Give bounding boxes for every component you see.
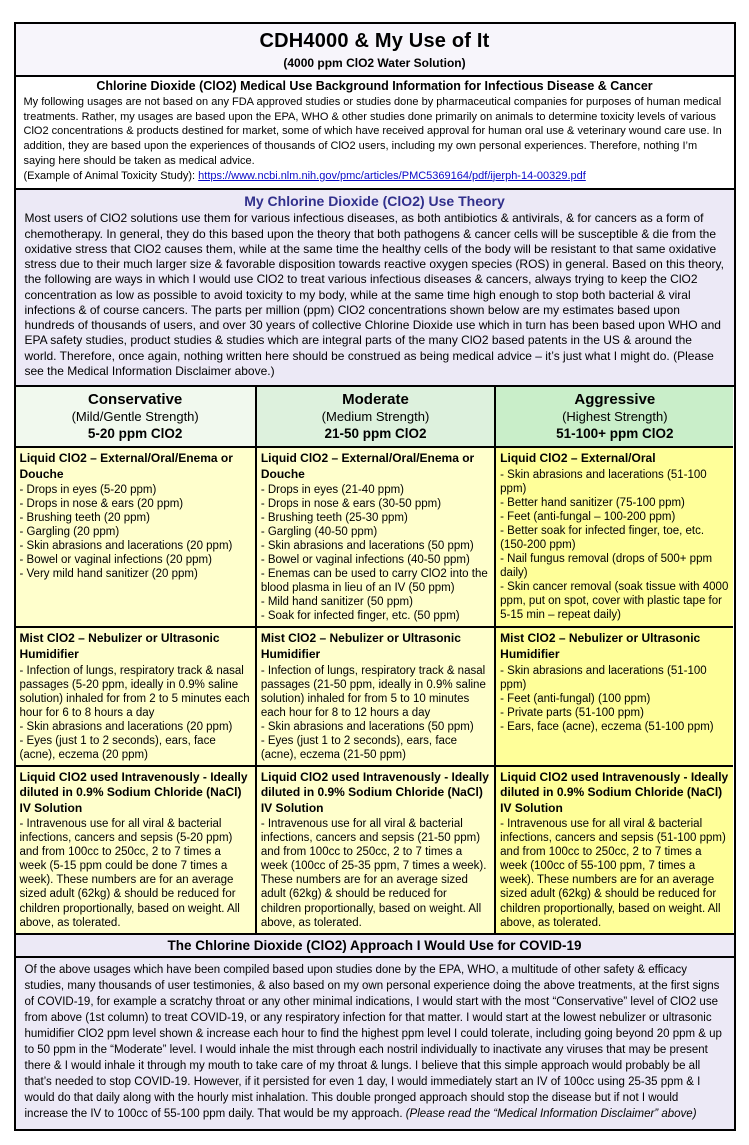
list-item: - Skin abrasions and lacerations (50 ppm): [260, 540, 474, 553]
cell-liquid-aggressive: [494, 446, 733, 626]
cell-item-list: [20, 664, 251, 762]
covid-disclaimer-note: (Please read the “Medical Information Disclaimer” above): [405, 1108, 697, 1121]
covid-heading-row: [16, 933, 734, 956]
cell-heading: Liquid ClO2 – External/Oral/Enema or Douche: [260, 450, 475, 481]
list-item: - Gargling (40-50 ppm): [260, 526, 378, 539]
list-item: - Eyes (just 1 to 2 seconds), ears, face (acne), eczema (21-50 ppm): [260, 734, 458, 761]
cell-iv-conservative: [16, 765, 255, 933]
cell-item-list: [261, 817, 490, 929]
list-item: - Bowel or vaginal infections (20 ppm): [19, 554, 212, 567]
column-strength: (Medium Strength): [321, 408, 430, 424]
cell-item-list: [20, 483, 251, 581]
list-item: - Feet (anti-fungal) (100 ppm): [500, 692, 651, 705]
list-item: - Intravenous use for all viral & bacterial infections, cancers and sepsis (21-50 ppm) and from 100cc to 250cc, 2 to 7 times a week (100cc of 25-35 ppm, 7 times a week). These numbers are for an average sized adult (62kg) & should be reduced for children proportionally, based on weight. All above, as tolerated.: [260, 818, 487, 929]
cell-iv-aggressive: [494, 765, 733, 933]
covid-approach-heading: The Chlorine Dioxide (ClO2) Approach I Would Use for COVID-19: [167, 937, 582, 953]
column-strength: (Mild/Gentle Strength): [71, 408, 199, 424]
header-cell-aggressive: [494, 387, 733, 446]
background-info-body: My following usages are not based on any FDA approved studies or studies done by pharmaceutical companies for purposes of human medical treatments. Rather, my usages are based upon the EPA, WHO & other studies done primarily on animals to determine toxicity levels of various ClO2 concentrations & products destined for market, some of which have received approval for human oral use & veterinary wound care use. In addition, they are based upon the experiences of thousands of ClO2 users, including my own personal experiences. Therefore, nothing I’m saying here should be taken as medical advice.: [23, 96, 722, 167]
strength-table: [16, 385, 734, 933]
list-item: - Drops in eyes (5-20 ppm): [19, 484, 157, 497]
list-item: - Brushing teeth (20 ppm): [19, 512, 150, 525]
cell-heading: Mist ClO2 – Nebulizer or Ultrasonic Humidifier: [19, 631, 220, 661]
column-strength: (Highest Strength): [562, 408, 668, 424]
use-theory-body: Most users of ClO2 solutions use them for various infectious diseases, as both antibiotics & antivirals, & for cancers as a form of chemotherapy. In general, they do this based upon the theory that both pathogens & cancer cells will be susceptible & die from the oxidative stress that ClO2 causes them, while at the same time the healthy cells of the body will be resistant to that same oxidative stress due to their much larger size & favorable disposition towards reactive oxygen species (ROS) in general. Based on this theory, the following are ways in which I would use ClO2 to treat various infectious diseases & cancers, always trying to keep the ClO2 concentration as low as possible to avoid toxicity to my body, while at the same time high enough to stop both bacterial & viral infections & of course cancers. The parts per million (ppm) ClO2 concentrations shown below are my estimates based upon hundreds of thousands of users, and over 30 years of collective Chlorine Dioxide use which in turn has been based upon WHO and EPA safety studies, product studies & studies which are integral parts of the many ClO2 based patents in the US & around the world. Therefore, once again, nothing written here should be construed as being medical advice – it’s just what I might do. (Please see the Medical Information Disclaimer above.): [24, 211, 724, 378]
list-item: - Bowel or vaginal infections (40-50 ppm): [260, 554, 470, 567]
cell-heading: Mist ClO2 – Nebulizer or Ultrasonic Humidifier: [260, 631, 461, 661]
cell-liquid-conservative: [16, 446, 255, 626]
list-item: - Soak for infected finger, etc. (50 ppm): [260, 610, 460, 623]
column-ppm-range: 5-20 ppm ClO2: [87, 425, 183, 441]
list-item: - Brushing teeth (25-30 ppm): [260, 512, 408, 525]
cell-item-list: [261, 483, 490, 623]
use-theory-heading: My Chlorine Dioxide (ClO2) Use Theory: [244, 193, 505, 210]
list-item: - Infection of lungs, respiratory track & nasal passages (21-50 ppm, ideally in 0.9% saline solution) inhaled for from 5 to 10 minutes each hour for 8 to 12 hours a day: [260, 664, 486, 719]
list-item: - Intravenous use for all viral & bacterial infections, cancers and sepsis (5-20 ppm) and from 100cc to 250cc, 2 to 7 times a week (5-15 ppm could be done 7 times a week). These numbers are for an average sized adult (62kg) & should be reduced for children proportionally, based on weight. All above, as tolerated.: [19, 818, 240, 929]
cell-mist-aggressive: [494, 626, 733, 764]
cell-mist-moderate: [255, 626, 494, 764]
list-item: - Skin abrasions and lacerations (20 ppm): [19, 540, 233, 553]
column-ppm-range: 21-50 ppm ClO2: [324, 425, 427, 441]
list-item: - Infection of lungs, respiratory track & nasal passages (5-20 ppm, ideally in 0.9% saline solution) inhaled for from 2 to 5 minutes each hour for 6 to 8 hours a day: [19, 664, 250, 719]
cell-heading: Liquid ClO2 used Intravenously - Ideally diluted in 0.9% Sodium Chloride (NaCl) IV Solution: [19, 769, 248, 815]
background-info-section: [16, 75, 734, 188]
header-cell-moderate: [255, 387, 494, 446]
cell-item-list: [500, 468, 729, 622]
list-item: - Eyes (just 1 to 2 seconds), ears, face (acne), eczema (20 ppm): [19, 734, 216, 761]
list-item: - Mild hand sanitizer (50 ppm): [260, 596, 413, 609]
column-name: Moderate: [342, 390, 409, 408]
cell-heading: Liquid ClO2 – External/Oral/Enema or Douche: [19, 450, 233, 481]
cell-item-list: [261, 664, 490, 762]
column-name: Conservative: [88, 390, 183, 408]
use-theory-section: [16, 188, 734, 385]
cell-heading: Mist ClO2 – Nebulizer or Ultrasonic Humidifier: [500, 631, 701, 661]
cell-mist-conservative: [16, 626, 255, 764]
list-item: - Feet (anti-fungal – 100-200 ppm): [500, 510, 676, 523]
title-block: [16, 24, 734, 75]
list-item: - Skin abrasions and lacerations (50 ppm): [260, 720, 474, 733]
covid-approach-body: [25, 962, 725, 1123]
cell-liquid-moderate: [255, 446, 494, 626]
cell-heading: Liquid ClO2 – External/Oral: [500, 450, 656, 465]
list-item: - Private parts (51-100 ppm): [500, 706, 644, 719]
background-info-heading: Chlorine Dioxide (ClO2) Medical Use Background Information for Infectious Disease & Cancer: [96, 79, 653, 93]
list-item: - Nail fungus removal (drops of 500+ ppm daily): [500, 552, 713, 579]
list-item: - Very mild hand sanitizer (20 ppm): [19, 568, 198, 581]
list-item: - Skin abrasions and lacerations (20 ppm): [19, 720, 233, 733]
cell-iv-moderate: [255, 765, 494, 933]
page-title: CDH4000 & My Use of It: [259, 30, 490, 52]
toxicity-study-link[interactable]: https://www.ncbi.nlm.nih.gov/pmc/articles/PMC5369164/pdf/ijerph-14-00329.pdf: [198, 169, 586, 182]
list-item: - Ears, face (acne), eczema (51-100 ppm): [500, 720, 714, 733]
list-item: - Better soak for infected finger, toe, etc. (150-200 ppm): [500, 524, 705, 551]
list-item: - Better hand sanitizer (75-100 ppm): [500, 496, 685, 509]
covid-body-row: [16, 956, 734, 1130]
column-ppm-range: 51-100+ ppm ClO2: [556, 425, 674, 441]
list-item: - Skin cancer removal (soak tissue with 4000 ppm, put on spot, cover with plastic tape for 5-15 min – repeat daily): [500, 580, 729, 621]
toxicity-study-line: [24, 169, 726, 184]
list-item: - Drops in eyes (21-40 ppm): [260, 484, 404, 497]
column-name: Aggressive: [574, 390, 656, 408]
cell-heading: Liquid ClO2 used Intravenously - Ideally diluted in 0.9% Sodium Chloride (NaCl) IV Solution: [260, 769, 489, 815]
document: [14, 22, 736, 1131]
cell-item-list: [20, 817, 251, 929]
page-subtitle: (4000 ppm ClO2 Water Solution): [283, 56, 466, 70]
cell-item-list: [500, 664, 729, 734]
list-item: - Drops in nose & ears (30-50 ppm): [260, 498, 442, 511]
cell-item-list: [500, 817, 729, 929]
list-item: - Skin abrasions and lacerations (51-100 ppm): [500, 468, 707, 495]
list-item: - Gargling (20 ppm): [19, 526, 120, 539]
covid-body-text: Of the above usages which have been compiled based upon studies done by the EPA, WHO, a multitude of other safety & efficacy studies, many thousands of user testimonies, & also based on my own personal experience doing the above treatments, at the first signs of COVID-19, for example a scratchy throat or any other minimal indications, I would start with the most “Conservative” level of ClO2 use from above (1st column) to treat COVID-19, or any respiratory infection for that matter. I would start at the lowest nebulizer or ultrasonic humidifier ClO2 ppm level shown & increase each hour to find the highest ppm level I could tolerate, including going beyond 20 ppm & up to 50 ppm in the “Moderate” level. I would inhale the mist through each nostril individually to inactivate any viruses that may be present there & I would inhale it through my mouth to take care of my throat & lungs. I believe that this simple approach would probably be all that’s needed to stop COVID-19. However, if it persisted for even 1 day, I would immediately start an IV of 100cc using 25-35 ppm & I would do that daily along with the hourly mist inhalation. This double pronged approach should stop the disease but if not I would increase the IV to 100cc of 55-100 ppm daily. That would be my approach.: [24, 963, 722, 1121]
cell-heading: Liquid ClO2 used Intravenously - Ideally diluted in 0.9% Sodium Chloride (NaCl) IV Solution: [500, 769, 729, 815]
list-item: - Intravenous use for all viral & bacterial infections, cancers and sepsis (51-100 ppm) and from 100cc to 250cc, 2 to 7 times a week (100cc of 55-100 ppm, 7 times a week). These numbers are for an average sized adult (62kg) & should be reduced for children proportionally, based on weight. All above, as tolerated.: [500, 818, 726, 929]
list-item: - Skin abrasions and lacerations (51-100 ppm): [500, 664, 707, 691]
toxicity-study-label: (Example of Animal Toxicity Study):: [23, 169, 199, 182]
header-cell-conservative: [16, 387, 255, 446]
list-item: - Drops in nose & ears (20 ppm): [19, 498, 184, 511]
list-item: - Enemas can be used to carry ClO2 into the blood plasma in lieu of an IV (50 ppm): [260, 568, 488, 595]
